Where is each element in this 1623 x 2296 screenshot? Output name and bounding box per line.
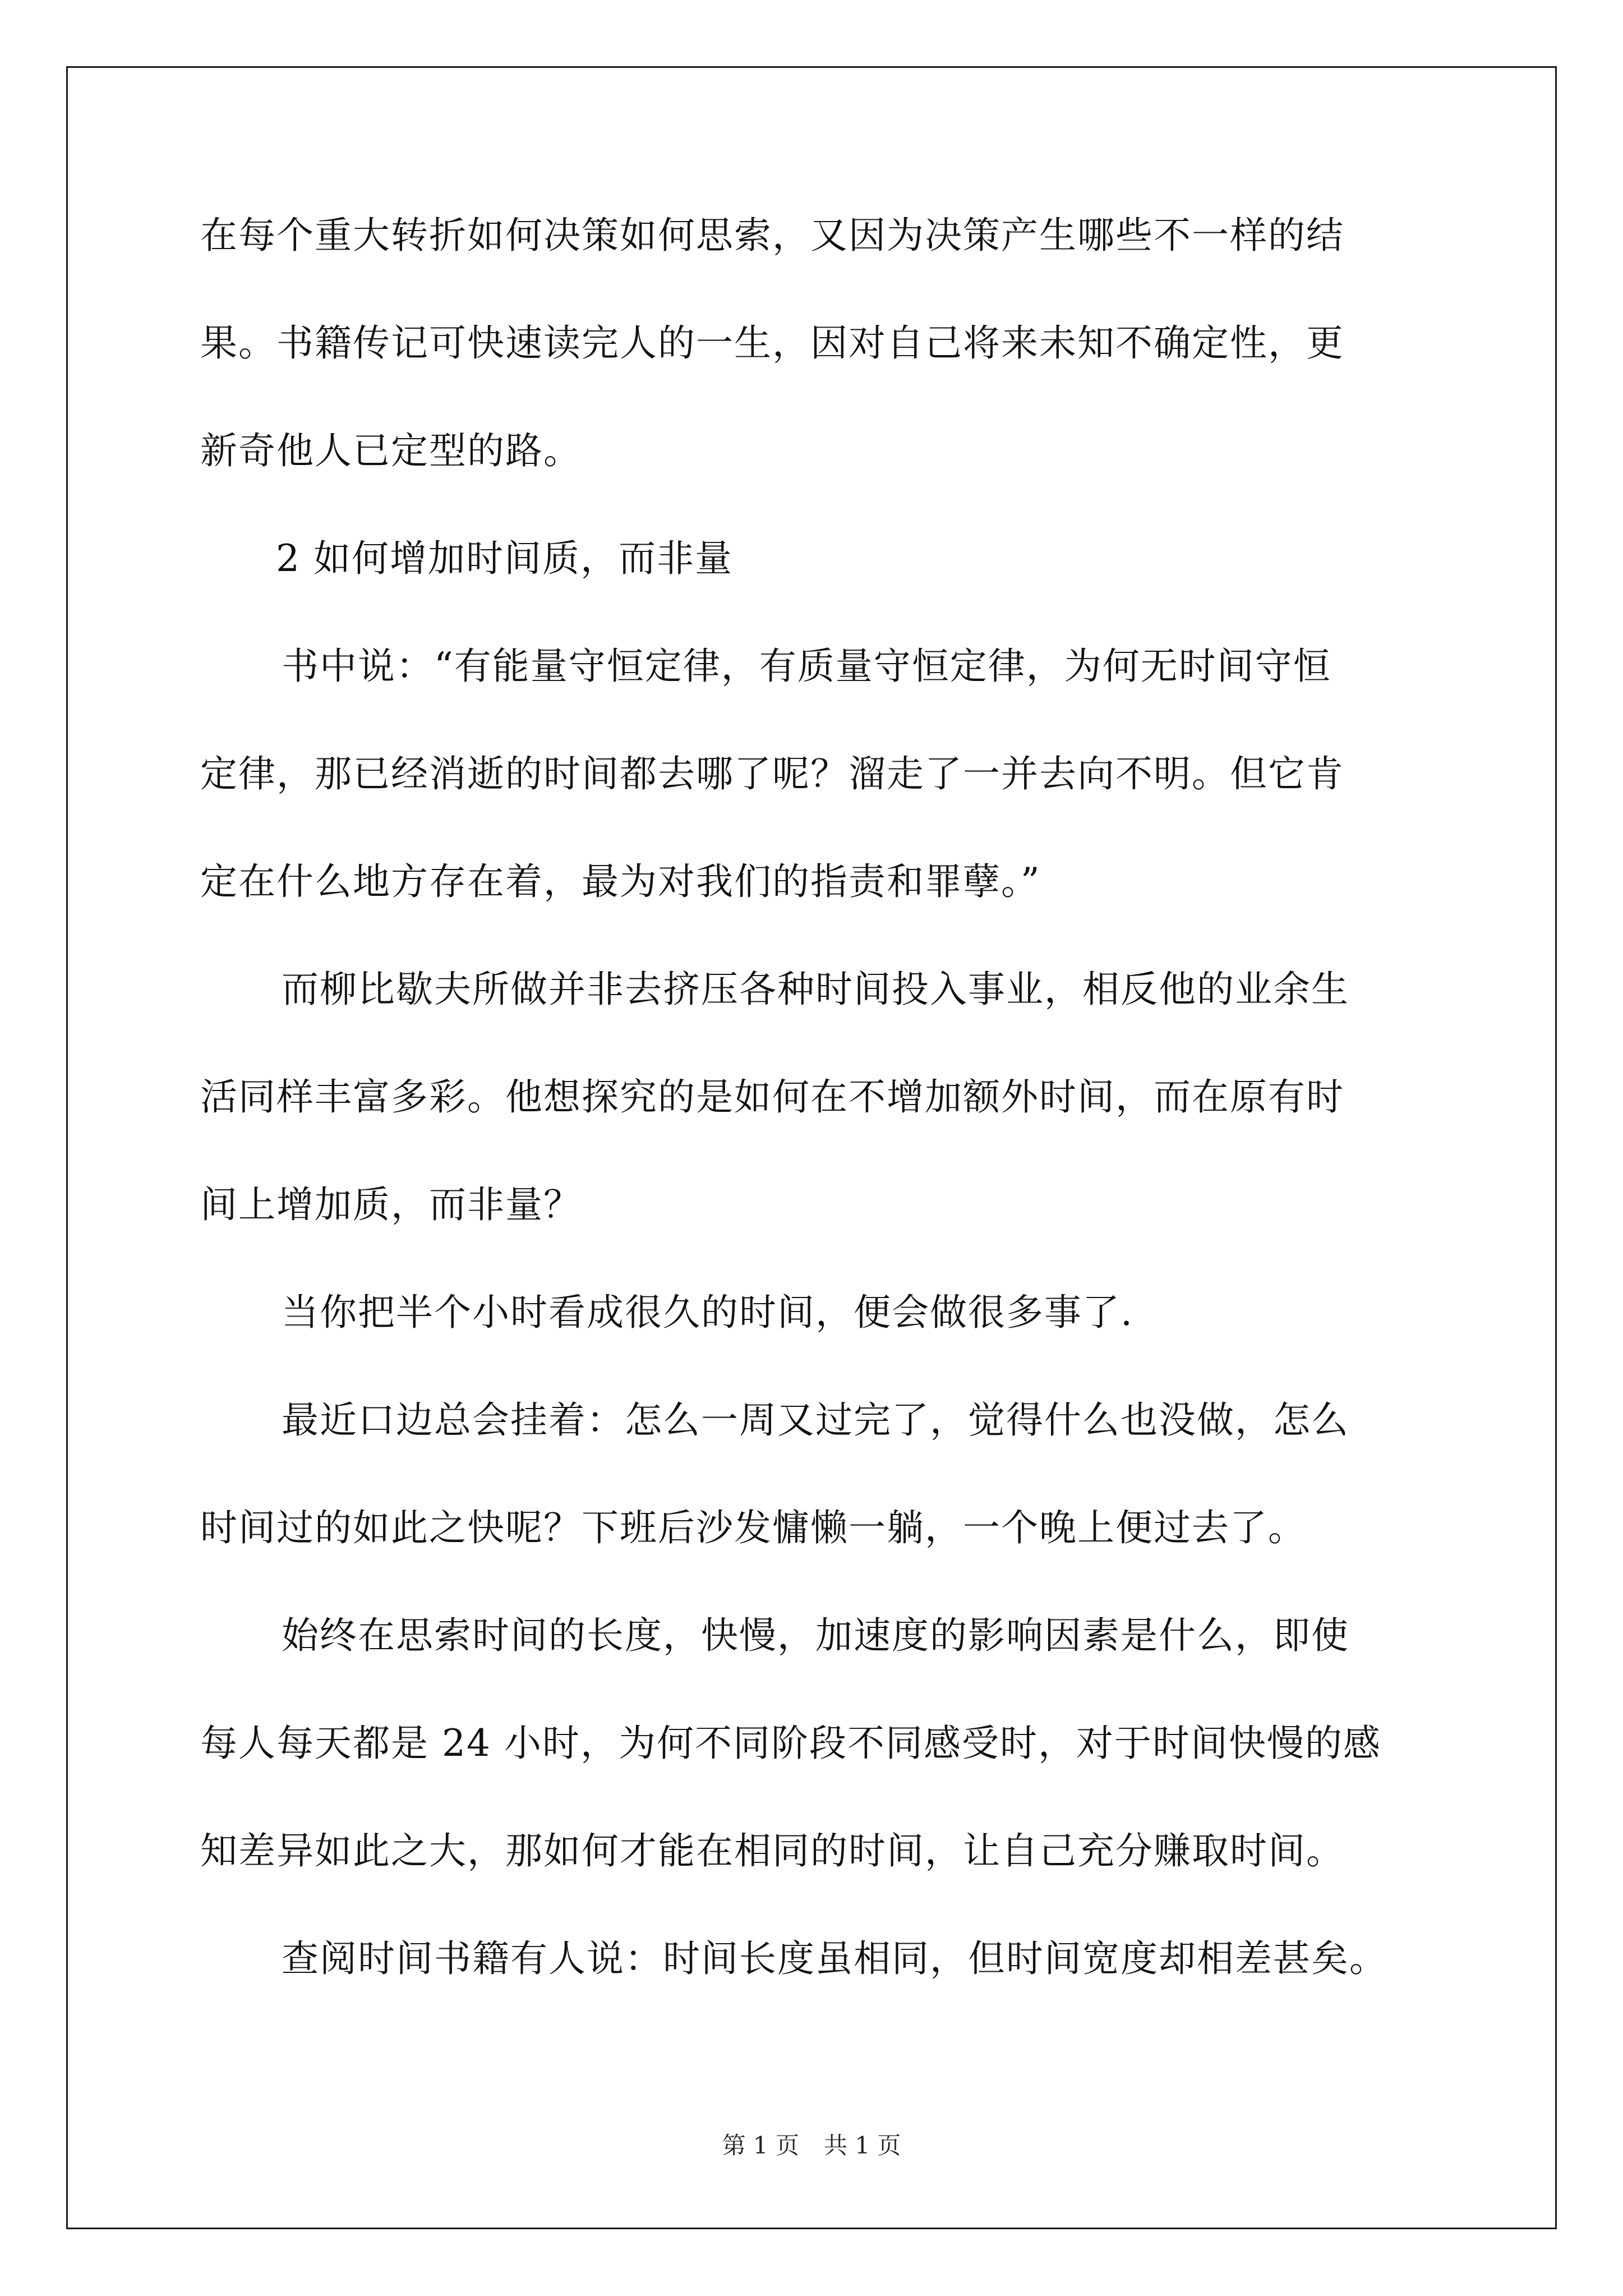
text-line: 定在什么地方存在着，最为对我们的指责和罪孽。” <box>200 860 1041 903</box>
text-line: 当你把半个小时看成很久的时间，便会做很多事了. <box>282 1291 1133 1334</box>
text-line: 定律，那已经消逝的时间都去哪了呢？溜走了一并去向不明。但它肯 <box>200 752 1344 795</box>
text-line: 新奇他人已定型的路。 <box>200 429 582 472</box>
text-line: 最近口边总会挂着：怎么一周又过完了，觉得什么也没做，怎么 <box>282 1398 1349 1442</box>
text-line: 在每个重大转折如何决策如何思索，又因为决策产生哪些不一样的结 <box>200 214 1344 257</box>
text-line: 每人每天都是 24 小时，为何不同阶段不同感受时，对于时间快慢的感 <box>200 1722 1381 1765</box>
page-number: 第 1 页 <box>722 2132 799 2159</box>
text-line: 始终在思索时间的长度，快慢，加速度的影响因素是什么，即使 <box>282 1614 1349 1657</box>
text-line: 知差异如此之大，那如何才能在相同的时间，让自己充分赚取时间。 <box>200 1829 1344 1872</box>
text-line: 查阅时间书籍有人说：时间长度虽相同，但时间宽度却相差甚矣。 <box>282 1937 1387 1980</box>
text-line: 而柳比歇夫所做并非去挤压各种时间投入事业，相反他的业余生 <box>282 968 1349 1011</box>
text-line: 活同样丰富多彩。他想探究的是如何在不增加额外时间，而在原有时 <box>200 1075 1344 1119</box>
page-border <box>66 66 1557 2229</box>
page-footer <box>0 2127 1623 2161</box>
text-line: 间上增加质，而非量？ <box>200 1183 582 1226</box>
section-heading: 2 如何增加时间质，而非量 <box>276 537 733 580</box>
text-line: 时间过的如此之快呢？下班后沙发慵懒一躺，一个晚上便过去了。 <box>200 1506 1306 1549</box>
text-line: 书中说：“有能量守恒定律，有质量守恒定律，为何无时间守恒 <box>282 645 1331 688</box>
page-total: 共 1 页 <box>824 2132 901 2159</box>
text-line: 果。书籍传记可快速读完人的一生，因对自己将来未知不确定性，更 <box>200 321 1344 365</box>
